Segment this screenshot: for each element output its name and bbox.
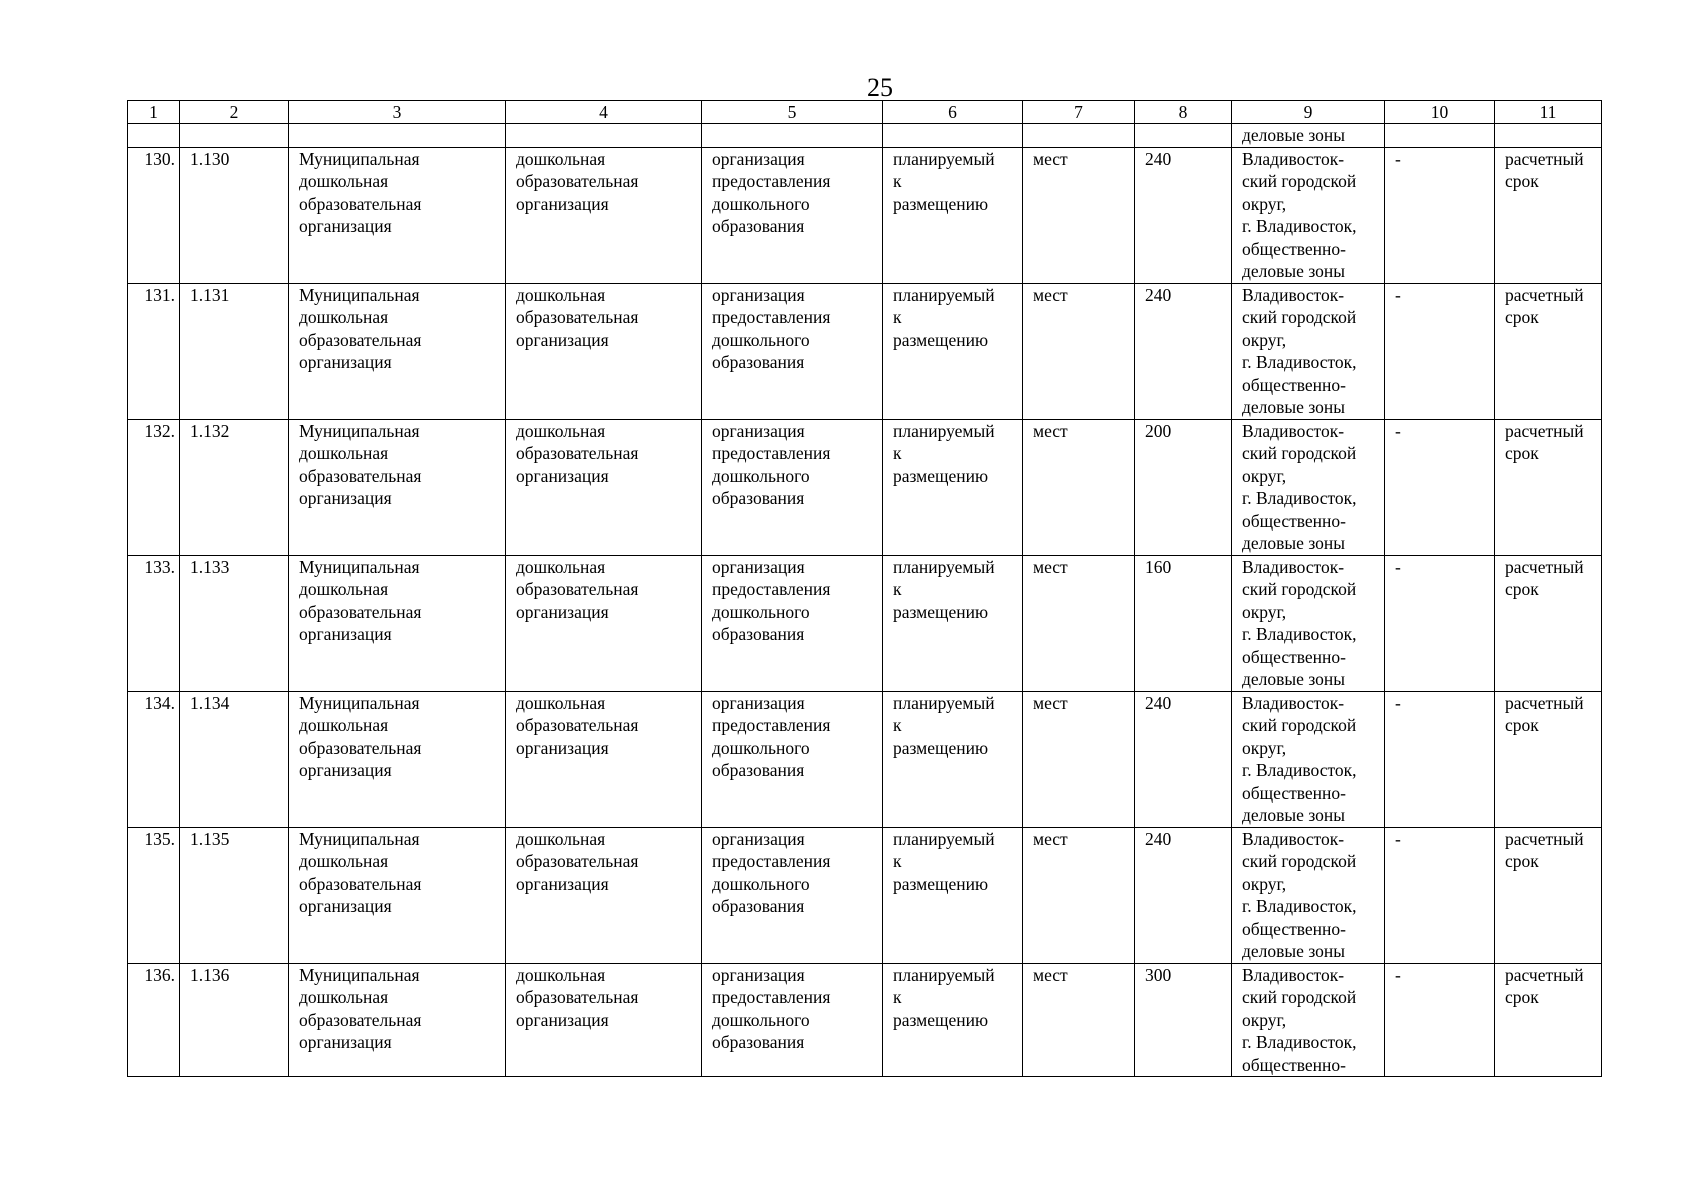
- cell-line: организация: [299, 352, 392, 372]
- cell-line: Владивосток-: [1242, 284, 1345, 305]
- cell-status: [883, 691, 1023, 827]
- cell-line: организация: [516, 737, 609, 758]
- cell-line: организация: [299, 1032, 392, 1052]
- cell-empty: [128, 124, 180, 148]
- cell-object-name: [289, 555, 506, 691]
- cell-line: организация: [712, 828, 805, 849]
- cell-line: образовательная: [299, 601, 422, 622]
- cell-unit: мест: [1023, 963, 1135, 1077]
- cell-empty: [1495, 124, 1602, 148]
- cell-location: [1232, 283, 1385, 419]
- cell-row-number: 136.: [128, 963, 180, 1077]
- cell-unit: мест: [1023, 691, 1135, 827]
- cell-line: деловые зоны: [1242, 669, 1346, 689]
- cell-line: дошкольная: [516, 556, 606, 577]
- cell-line: округ,: [1242, 601, 1287, 622]
- cell-line: деловые зоны: [1242, 805, 1346, 825]
- cell-line: общественно-: [1242, 238, 1346, 259]
- table-row: [128, 691, 1602, 827]
- cell-term: [1495, 963, 1602, 1077]
- cell-capacity: 300: [1135, 963, 1232, 1077]
- cell-line: г. Владивосток,: [1242, 352, 1357, 372]
- cell-code: 1.130: [180, 147, 289, 283]
- cell-line: деловые зоны: [1242, 261, 1346, 281]
- cell-line: общественно-: [1242, 510, 1346, 531]
- cell-row-number: 131.: [128, 283, 180, 419]
- cell-line: дошкольная: [299, 715, 389, 735]
- cell-line: Муниципальная: [299, 556, 420, 577]
- cell-line: образования: [712, 624, 805, 644]
- cell-location: [1232, 827, 1385, 963]
- cell-line: расчетный: [1505, 420, 1584, 441]
- table-row: [128, 963, 1602, 1077]
- cell-line: ский городской: [1242, 851, 1357, 871]
- cell-purpose: [702, 555, 883, 691]
- cell-code: 1.131: [180, 283, 289, 419]
- cell-line: срок: [1505, 851, 1539, 871]
- cell-line: образовательная: [299, 329, 422, 350]
- cell-line: организация: [516, 193, 609, 214]
- cell-line: Муниципальная: [299, 964, 420, 985]
- cell-line: округ,: [1242, 1009, 1287, 1030]
- cell-code: 1.133: [180, 555, 289, 691]
- cell-object-type: [506, 147, 702, 283]
- cell-status: [883, 963, 1023, 1077]
- cell-line: организация: [712, 964, 805, 985]
- column-number: 2: [180, 101, 289, 124]
- cell-line: образования: [712, 1032, 805, 1052]
- cell-line: Муниципальная: [299, 284, 420, 305]
- table-row: [128, 555, 1602, 691]
- column-number: 9: [1232, 101, 1385, 124]
- cell-line: ский городской: [1242, 715, 1357, 735]
- cell-object-name: [289, 283, 506, 419]
- cell-unit: мест: [1023, 555, 1135, 691]
- cell-empty: [289, 124, 506, 148]
- cell-line: предоставления: [712, 171, 831, 191]
- cell-zone: -: [1385, 963, 1495, 1077]
- cell-purpose: [702, 283, 883, 419]
- cell-line: г. Владивосток,: [1242, 760, 1357, 780]
- cell-line: ский городской: [1242, 443, 1357, 463]
- cell-object-type: [506, 283, 702, 419]
- cell-line: ский городской: [1242, 579, 1357, 599]
- cell-object-name: [289, 691, 506, 827]
- cell-zone: -: [1385, 147, 1495, 283]
- cell-capacity: 240: [1135, 691, 1232, 827]
- cell-line: дошкольная: [299, 307, 389, 327]
- cell-line: Владивосток-: [1242, 556, 1345, 577]
- cell-line: предоставления: [712, 307, 831, 327]
- cell-line: предоставления: [712, 987, 831, 1007]
- cell-line: образовательная: [516, 307, 639, 327]
- cell-empty: [1135, 124, 1232, 148]
- table-row: [128, 419, 1602, 555]
- cell-location: [1232, 691, 1385, 827]
- cell-line: Владивосток-: [1242, 692, 1345, 713]
- column-number: 5: [702, 101, 883, 124]
- cell-zone: -: [1385, 691, 1495, 827]
- cell-line: округ,: [1242, 873, 1287, 894]
- cell-line: размещению: [893, 737, 989, 758]
- cell-line: образовательная: [516, 851, 639, 871]
- cell-line: общественно-: [1242, 782, 1346, 803]
- cell-row-number: 134.: [128, 691, 180, 827]
- cell-purpose: [702, 827, 883, 963]
- cell-line: дошкольная: [299, 851, 389, 871]
- cell-line: ский городской: [1242, 307, 1357, 327]
- cell-line: дошкольная: [516, 964, 606, 985]
- cell-line: образования: [712, 216, 805, 236]
- cell-line: расчетный: [1505, 964, 1584, 985]
- cell-line: организация: [516, 465, 609, 486]
- cell-line: организация: [299, 760, 392, 780]
- cell-line: деловые зоны: [1242, 125, 1346, 145]
- cell-line: образовательная: [516, 715, 639, 735]
- cell-empty: [702, 124, 883, 148]
- cell-line: ский городской: [1242, 171, 1357, 191]
- cell-line: срок: [1505, 987, 1539, 1007]
- cell-line: срок: [1505, 307, 1539, 327]
- cell-line: округ,: [1242, 737, 1287, 758]
- cell-line: Владивосток-: [1242, 148, 1345, 169]
- cell-object-name: [289, 419, 506, 555]
- cell-line: срок: [1505, 171, 1539, 191]
- cell-line: к: [893, 171, 902, 191]
- cell-capacity: 240: [1135, 147, 1232, 283]
- cell-line: образовательная: [299, 193, 422, 214]
- cell-line: дошкольного: [712, 601, 810, 622]
- cell-code: 1.134: [180, 691, 289, 827]
- cell-line: расчетный: [1505, 284, 1584, 305]
- column-number: 10: [1385, 101, 1495, 124]
- cell-code: 1.136: [180, 963, 289, 1077]
- cell-object-type: [506, 691, 702, 827]
- cell-line: расчетный: [1505, 148, 1584, 169]
- cell-status: [883, 419, 1023, 555]
- cell-object-type: [506, 963, 702, 1077]
- cell-location: [1232, 963, 1385, 1077]
- cell-purpose: [702, 147, 883, 283]
- cell-line: общественно-: [1242, 1054, 1346, 1075]
- cell-line: организация: [299, 896, 392, 916]
- cell-zone: -: [1385, 283, 1495, 419]
- cell-empty: [883, 124, 1023, 148]
- cell-line: образования: [712, 488, 805, 508]
- table-body: [128, 101, 1602, 1077]
- cell-line: дошкольная: [516, 692, 606, 713]
- cell-line: Владивосток-: [1242, 420, 1345, 441]
- cell-object-name: [289, 963, 506, 1077]
- cell-line: образования: [712, 352, 805, 372]
- cell-line: дошкольная: [516, 284, 606, 305]
- cell-line: к: [893, 307, 902, 327]
- cell-empty: [506, 124, 702, 148]
- cell-line: Владивосток-: [1242, 964, 1345, 985]
- cell-line: дошкольного: [712, 329, 810, 350]
- cell-line: деловые зоны: [1242, 397, 1346, 417]
- cell-object-type: [506, 555, 702, 691]
- cell-line: срок: [1505, 443, 1539, 463]
- cell-line: организация: [516, 329, 609, 350]
- cell-line: размещению: [893, 193, 989, 214]
- cell-line: Муниципальная: [299, 828, 420, 849]
- cell-line: к: [893, 715, 902, 735]
- cell-line: к: [893, 851, 902, 871]
- cell-empty: [180, 124, 289, 148]
- cell-line: дошкольная: [516, 148, 606, 169]
- cell-capacity: 200: [1135, 419, 1232, 555]
- cell-object-type: [506, 827, 702, 963]
- cell-line: срок: [1505, 579, 1539, 599]
- cell-status: [883, 555, 1023, 691]
- cell-line: общественно-: [1242, 374, 1346, 395]
- cell-term: [1495, 419, 1602, 555]
- cell-line: дошкольная: [299, 171, 389, 191]
- column-number: 11: [1495, 101, 1602, 124]
- cell-line: организация: [299, 488, 392, 508]
- cell-line: к: [893, 987, 902, 1007]
- cell-line: г. Владивосток,: [1242, 216, 1357, 236]
- column-number: 8: [1135, 101, 1232, 124]
- cell-line: организация: [299, 624, 392, 644]
- cell-line: образовательная: [516, 443, 639, 463]
- cell-location: [1232, 419, 1385, 555]
- cell-term: [1495, 555, 1602, 691]
- cell-line: образовательная: [516, 987, 639, 1007]
- cell-empty: [1023, 124, 1135, 148]
- cell-location: [1232, 555, 1385, 691]
- cell-purpose: [702, 691, 883, 827]
- table-row: [128, 147, 1602, 283]
- cell-row-number: 132.: [128, 419, 180, 555]
- cell-status: [883, 147, 1023, 283]
- cell-purpose: [702, 419, 883, 555]
- table-row: [128, 827, 1602, 963]
- cell-line: г. Владивосток,: [1242, 488, 1357, 508]
- cell-line: предоставления: [712, 579, 831, 599]
- continuation-row: [128, 124, 1602, 148]
- cell-line: предоставления: [712, 443, 831, 463]
- registry-table: [127, 100, 1602, 1077]
- cell-zone: -: [1385, 827, 1495, 963]
- cell-zone: -: [1385, 419, 1495, 555]
- cell-line: размещению: [893, 873, 989, 894]
- cell-code: 1.132: [180, 419, 289, 555]
- cell-line: дошкольного: [712, 193, 810, 214]
- cell-line: расчетный: [1505, 828, 1584, 849]
- cell-line: округ,: [1242, 465, 1287, 486]
- cell-capacity: 160: [1135, 555, 1232, 691]
- cell-line: размещению: [893, 601, 989, 622]
- cell-capacity: 240: [1135, 283, 1232, 419]
- cell-line: дошкольная: [299, 443, 389, 463]
- cell-line: к: [893, 443, 902, 463]
- cell-empty: [1385, 124, 1495, 148]
- cell-line: Муниципальная: [299, 420, 420, 441]
- column-number: 6: [883, 101, 1023, 124]
- cell-object-name: [289, 827, 506, 963]
- column-number: 3: [289, 101, 506, 124]
- cell-row-number: 130.: [128, 147, 180, 283]
- cell-capacity: 240: [1135, 827, 1232, 963]
- cell-purpose: [702, 963, 883, 1077]
- cell-line: г. Владивосток,: [1242, 896, 1357, 916]
- cell-line: Владивосток-: [1242, 828, 1345, 849]
- cell-line: организация: [516, 1009, 609, 1030]
- column-number: 1: [128, 101, 180, 124]
- cell-line: организация: [712, 148, 805, 169]
- cell-unit: мест: [1023, 827, 1135, 963]
- cell-line: Муниципальная: [299, 692, 420, 713]
- cell-line: дошкольного: [712, 1009, 810, 1030]
- cell-line: образования: [712, 896, 805, 916]
- cell-line: образовательная: [516, 579, 639, 599]
- cell-line: общественно-: [1242, 646, 1346, 667]
- cell-term: [1495, 827, 1602, 963]
- cell-unit: мест: [1023, 283, 1135, 419]
- table-row: [128, 283, 1602, 419]
- cell-line: г. Владивосток,: [1242, 624, 1357, 644]
- cell-line: образовательная: [516, 171, 639, 191]
- cell-line: округ,: [1242, 193, 1287, 214]
- column-number: 4: [506, 101, 702, 124]
- cell-line: ский городской: [1242, 987, 1357, 1007]
- cell-unit: мест: [1023, 147, 1135, 283]
- cell-line: организация: [516, 873, 609, 894]
- cell-line: организация: [516, 601, 609, 622]
- cell-code: 1.135: [180, 827, 289, 963]
- cell-line: дошкольная: [299, 987, 389, 1007]
- cell-line: организация: [712, 692, 805, 713]
- cell-line: общественно-: [1242, 918, 1346, 939]
- cell-line: округ,: [1242, 329, 1287, 350]
- cell-term: [1495, 691, 1602, 827]
- cell-line: образования: [712, 760, 805, 780]
- page-number: 25: [867, 73, 893, 102]
- cell-line: планируемый: [893, 692, 995, 713]
- cell-line: предоставления: [712, 715, 831, 735]
- cell-line: планируемый: [893, 964, 995, 985]
- cell-unit: мест: [1023, 419, 1135, 555]
- cell-line: дошкольная: [516, 828, 606, 849]
- cell-line: дошкольная: [516, 420, 606, 441]
- cell-line: предоставления: [712, 851, 831, 871]
- cell-line: деловые зоны: [1242, 941, 1346, 961]
- cell-line: расчетный: [1505, 556, 1584, 577]
- cell-line: образовательная: [299, 737, 422, 758]
- cell-line: Муниципальная: [299, 148, 420, 169]
- cell-line: планируемый: [893, 284, 995, 305]
- cell-status: [883, 283, 1023, 419]
- cell-location-continuation: [1232, 124, 1385, 148]
- cell-line: размещению: [893, 1009, 989, 1030]
- cell-line: планируемый: [893, 148, 995, 169]
- cell-line: расчетный: [1505, 692, 1584, 713]
- cell-line: организация: [712, 284, 805, 305]
- cell-line: дошкольного: [712, 465, 810, 486]
- cell-line: г. Владивосток,: [1242, 1032, 1357, 1052]
- cell-line: размещению: [893, 465, 989, 486]
- cell-status: [883, 827, 1023, 963]
- cell-line: к: [893, 579, 902, 599]
- cell-line: дошкольная: [299, 579, 389, 599]
- cell-line: планируемый: [893, 828, 995, 849]
- cell-zone: -: [1385, 555, 1495, 691]
- cell-line: организация: [712, 420, 805, 441]
- cell-term: [1495, 283, 1602, 419]
- cell-line: организация: [712, 556, 805, 577]
- cell-line: образовательная: [299, 873, 422, 894]
- cell-object-name: [289, 147, 506, 283]
- cell-row-number: 135.: [128, 827, 180, 963]
- cell-line: дошкольного: [712, 737, 810, 758]
- cell-row-number: 133.: [128, 555, 180, 691]
- cell-line: срок: [1505, 715, 1539, 735]
- cell-line: размещению: [893, 329, 989, 350]
- cell-line: планируемый: [893, 556, 995, 577]
- column-number: 7: [1023, 101, 1135, 124]
- cell-line: образовательная: [299, 1009, 422, 1030]
- cell-line: планируемый: [893, 420, 995, 441]
- cell-object-type: [506, 419, 702, 555]
- cell-line: дошкольного: [712, 873, 810, 894]
- cell-location: [1232, 147, 1385, 283]
- cell-line: деловые зоны: [1242, 533, 1346, 553]
- column-number-row: [128, 101, 1602, 124]
- cell-term: [1495, 147, 1602, 283]
- cell-line: организация: [299, 216, 392, 236]
- cell-line: образовательная: [299, 465, 422, 486]
